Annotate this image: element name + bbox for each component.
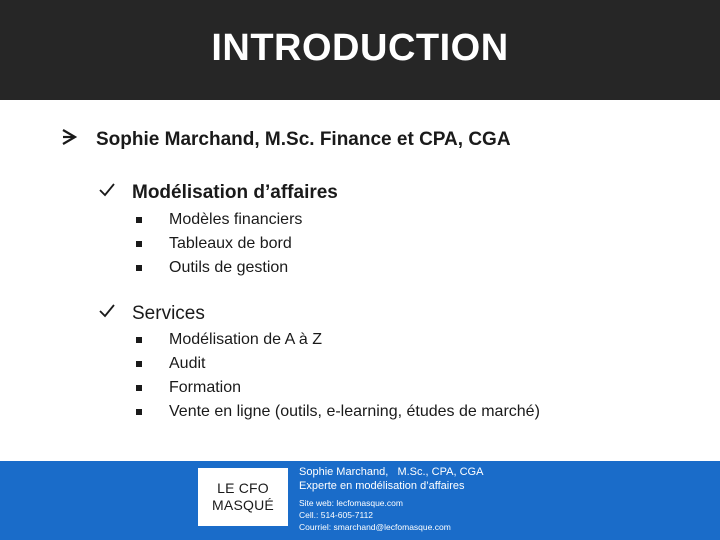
list-item-label: Modèles financiers <box>169 211 303 228</box>
section-heading: Services <box>132 302 205 324</box>
contact-role: Experte en modélisation d’affaires <box>299 480 465 492</box>
list-item-label: Vente en ligne (outils, e-learning, études de marché) <box>169 403 540 420</box>
list-item-label: Modélisation de A à Z <box>169 331 322 348</box>
slide-header <box>0 0 720 100</box>
services-list <box>133 328 540 424</box>
square-bullet-icon <box>136 337 142 343</box>
slide-title: INTRODUCTION <box>211 26 509 69</box>
modelisation-list <box>133 208 302 280</box>
arrow-bullet-icon <box>60 128 80 152</box>
list-item <box>133 232 302 256</box>
list-item-label: Outils de gestion <box>169 259 289 276</box>
checkmark-icon <box>98 181 118 204</box>
presenter-name: Sophie Marchand, M.Sc. Finance et CPA, CGA <box>96 129 511 150</box>
square-bullet-icon <box>136 409 142 415</box>
company-logo <box>198 468 288 526</box>
presenter-bullet <box>60 128 511 152</box>
square-bullet-icon <box>136 217 142 223</box>
list-item <box>133 400 540 424</box>
contact-phone: Cell.: 514-605-7112 <box>299 510 374 520</box>
list-item-label: Audit <box>169 355 206 372</box>
contact-email: Courriel: smarchand@lecfomasque.com <box>299 522 451 532</box>
logo-line-1: LE CFO <box>217 480 269 496</box>
list-item <box>133 208 302 232</box>
square-bullet-icon <box>136 361 142 367</box>
contact-name: Sophie Marchand, M.Sc., CPA, CGA <box>299 466 484 478</box>
checkmark-icon <box>98 302 118 325</box>
section-services <box>98 302 205 325</box>
section-heading: Modélisation d’affaires <box>132 181 338 203</box>
list-item <box>133 352 540 376</box>
square-bullet-icon <box>136 241 142 247</box>
list-item-label: Formation <box>169 379 242 396</box>
list-item-label: Tableaux de bord <box>169 235 292 252</box>
square-bullet-icon <box>136 265 142 271</box>
contact-website: Site web: lecfomasque.com <box>299 498 403 508</box>
logo-line-2: MASQUÉ <box>212 497 274 513</box>
list-item <box>133 328 540 352</box>
list-item <box>133 376 540 400</box>
section-modelisation <box>98 181 338 204</box>
square-bullet-icon <box>136 385 142 391</box>
contact-block <box>299 465 483 533</box>
list-item <box>133 256 302 280</box>
